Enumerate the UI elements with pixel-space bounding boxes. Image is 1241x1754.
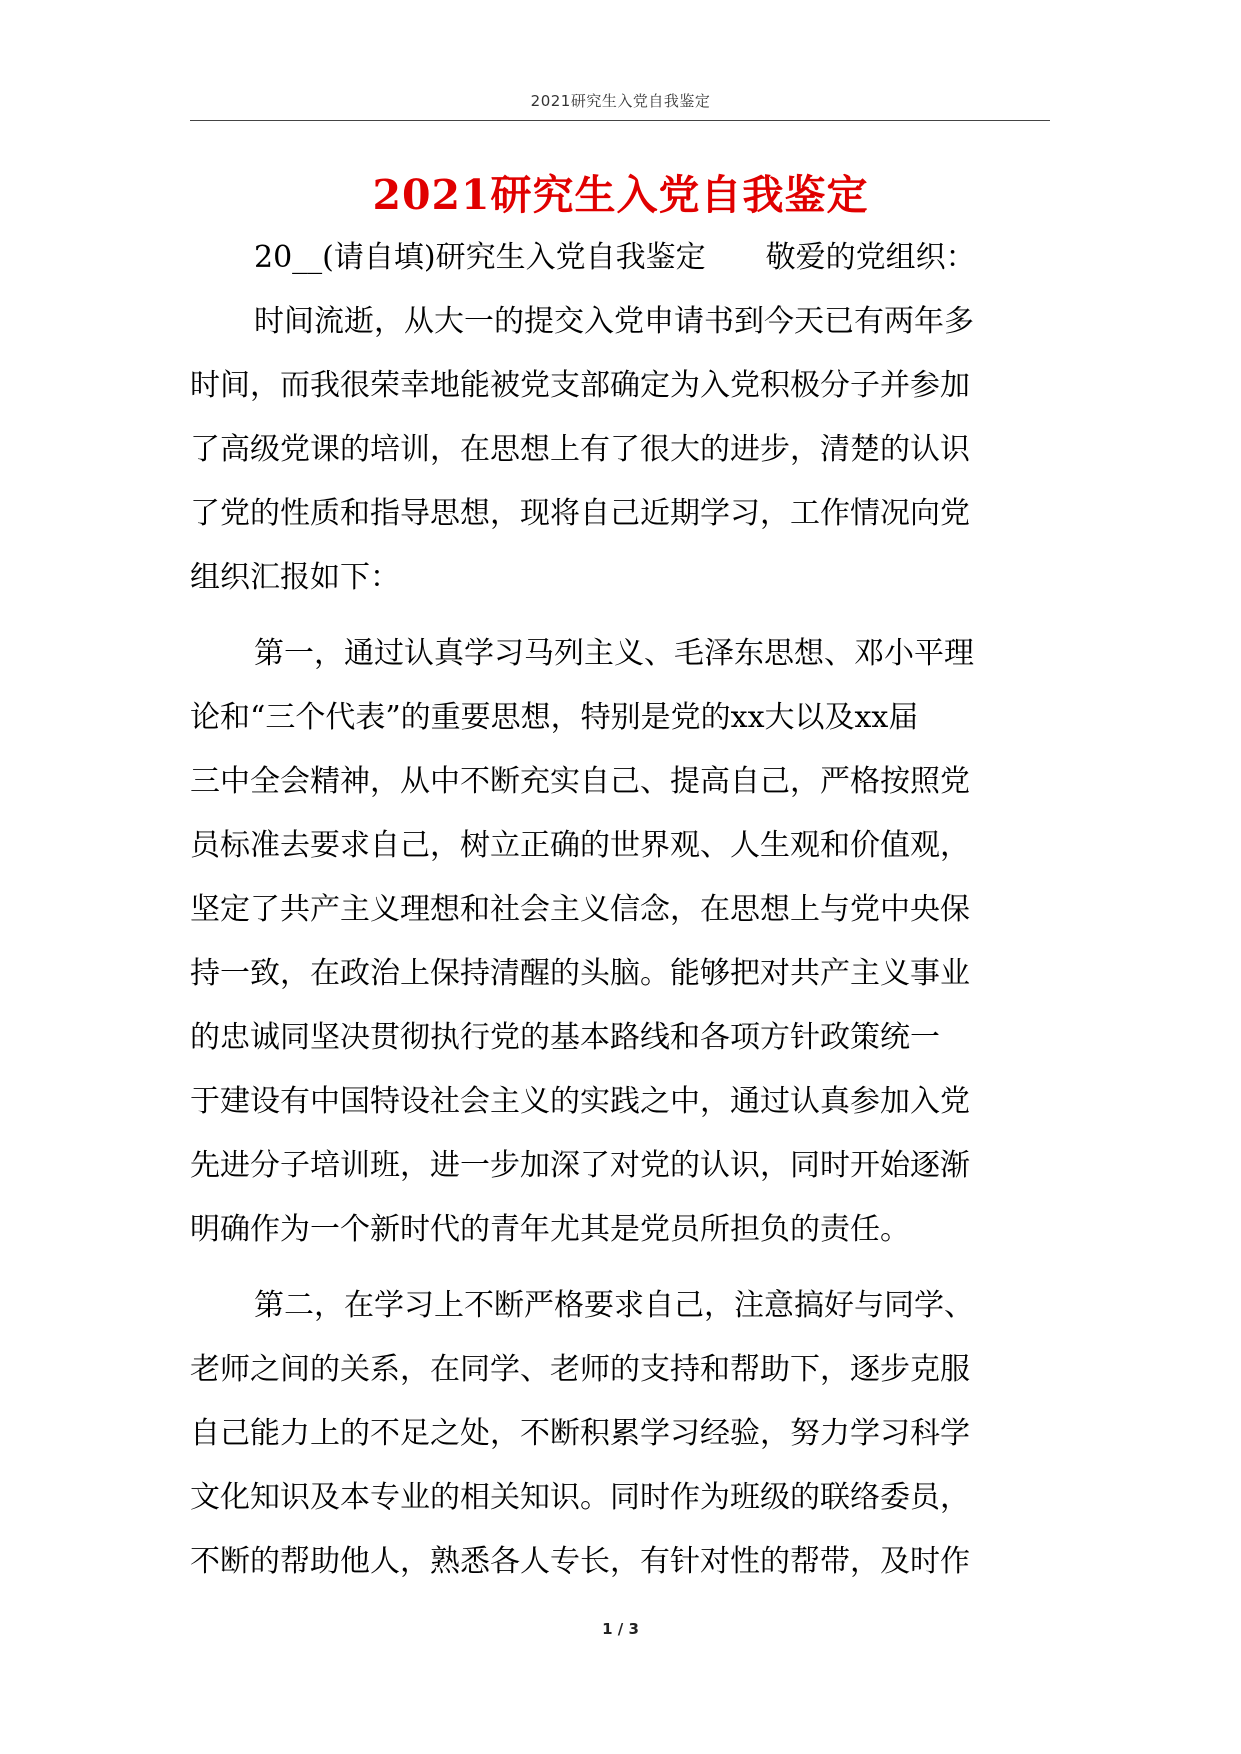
- paragraph-line: 论和“三个代表”的重要思想，特别是党的xx大以及xx届: [190, 700, 919, 735]
- paragraph: [190, 290, 1052, 610]
- paragraph-line: 第二，在学习上不断严格要求自己，注意搞好与同学、: [254, 1288, 974, 1323]
- document-title: 2021研究生入党自我鉴定: [372, 171, 869, 219]
- paragraph: [190, 226, 1052, 290]
- paragraph-line: 时间流逝，从大一的提交入党申请书到今天已有两年多: [254, 304, 974, 339]
- paragraph-line: 的忠诚同坚决贯彻执行党的基本路线和各项方针政策统一: [190, 1020, 940, 1055]
- paragraph-line: 第一，通过认真学习马列主义、毛泽东思想、邓小平理: [254, 636, 974, 671]
- paragraph-line: 老师之间的关系，在同学、老师的支持和帮助下，逐步克服: [190, 1352, 970, 1387]
- paragraph-line: 自己能力上的不足之处，不断积累学习经验，努力学习科学: [190, 1416, 970, 1451]
- paragraph-line: 于建设有中国特设社会主义的实践之中，通过认真参加入党: [190, 1084, 970, 1119]
- paragraph-line: 文化知识及本专业的相关知识。同时作为班级的联络委员，: [190, 1480, 970, 1515]
- paragraph: [190, 1274, 1052, 1594]
- paragraph: [190, 622, 1052, 1262]
- paragraph-line: 20__(请自填)研究生入党自我鉴定 敬爱的党组织：: [254, 240, 976, 275]
- running-header: 2021研究生入党自我鉴定: [530, 92, 711, 110]
- paragraph-line: 持一致，在政治上保持清醒的头脑。能够把对共产主义事业: [190, 956, 970, 991]
- paragraph-line: 员标准去要求自己，树立正确的世界观、人生观和价值观，: [190, 828, 970, 863]
- paragraph-spacer: [190, 610, 1052, 622]
- document-body: [190, 226, 1052, 1594]
- header-divider: [190, 120, 1050, 121]
- paragraph-line: 时间，而我很荣幸地能被党支部确定为入党积极分子并参加: [190, 368, 970, 403]
- paragraph-line: 三中全会精神，从中不断充实自己、提高自己，严格按照党: [190, 764, 970, 799]
- paragraph-line: 明确作为一个新时代的青年尤其是党员所担负的责任。: [190, 1212, 910, 1247]
- page-number: 1 / 3: [602, 1620, 639, 1638]
- paragraph-line: 组织汇报如下：: [190, 560, 400, 595]
- paragraph-line: 了高级党课的培训，在思想上有了很大的进步，清楚的认识: [190, 432, 970, 467]
- paragraph-line: 先进分子培训班，进一步加深了对党的认识，同时开始逐渐: [190, 1148, 970, 1183]
- paragraph-line: 了党的性质和指导思想，现将自己近期学习，工作情况向党: [190, 496, 970, 531]
- paragraph-spacer: [190, 1262, 1052, 1274]
- paragraph-line: 坚定了共产主义理想和社会主义信念，在思想上与党中央保: [190, 892, 970, 927]
- paragraph-line: 不断的帮助他人，熟悉各人专长，有针对性的帮带，及时作: [190, 1544, 970, 1579]
